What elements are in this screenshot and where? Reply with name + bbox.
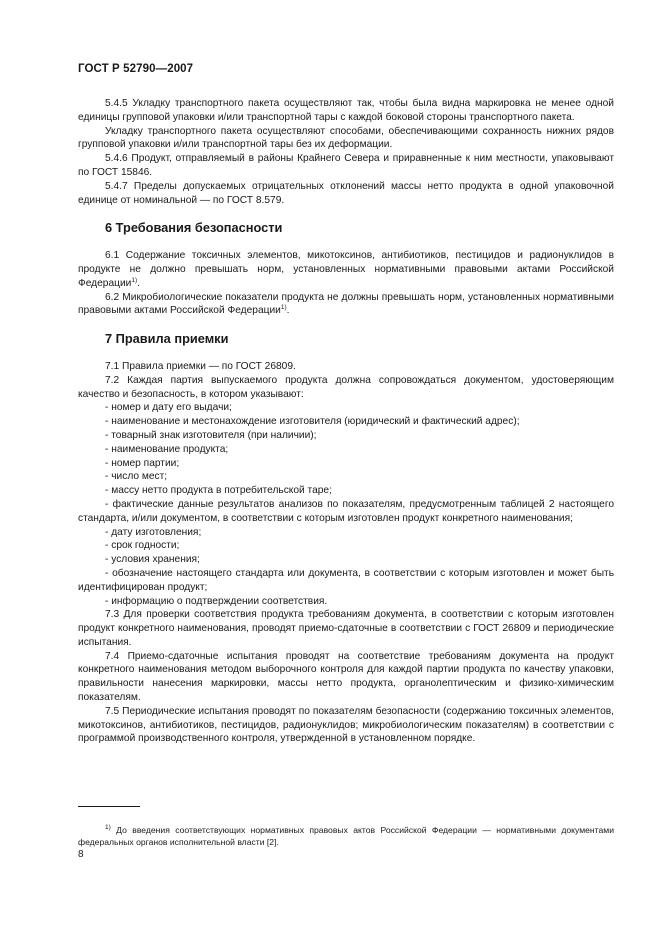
list-item: - число мест; bbox=[105, 471, 168, 483]
list-item: - номер и дату его выдачи; bbox=[105, 402, 232, 414]
paragraph-6-1-text: 6.1 Содержание токсичных элементов, микотоксинов, антибиотиков, пестицидов и радионуклидов в продукте не должно превышать норм, установленных нормативными правовыми актами Российской Федерации bbox=[78, 250, 614, 289]
document-body bbox=[78, 97, 614, 746]
paragraph-5-4-5: 5.4.5 Укладку транспортного пакета осуществляют так, чтобы была видна маркировка не менее одной единицы групповой упаковки и/или транспортной тары с каждой боковой стороны транспортного пакета. bbox=[78, 98, 614, 123]
standard-title: ГОСТ Р 52790—2007 bbox=[78, 63, 194, 75]
paragraph-5-4-6: 5.4.6 Продукт, отправляемый в районы Крайнего Севера и приравненные к ним местности, упаковывают по ГОСТ 15846. bbox=[78, 153, 614, 178]
paragraph-7-5: 7.5 Периодические испытания проводят по показателям безопасности (содержанию токсичных элементов, микотоксинов, антибиотиков, пестицидов, радионуклидов; микробиологическим показателям) в соответствии с программой производственного контроля, утвержденной в установленном порядке. bbox=[78, 705, 614, 745]
footnote-mark: 1) bbox=[105, 823, 111, 831]
footnote-text: До введения соответствующих нормативных правовых актов Российской Федерации — нормативными документами федеральных органов исполнительной власти [2]. bbox=[78, 824, 615, 848]
footnote-divider bbox=[78, 806, 140, 807]
page-number: 8 bbox=[78, 849, 84, 860]
paragraph-7-4: 7.4 Приемо-сдаточные испытания проводят на соответствие требованиям документа на продукт конкретного наименования методом выборочного контроля для каждой партии продукта по качеству упаковки, правильности нанесения маркировки, массы нетто продукта, органолептическим и физико-химическим показателям. bbox=[78, 650, 614, 704]
paragraph-7-3: 7.3 Для проверки соответствия продукта требованиям документа, в соответствии с которым изготовлен продукт конкретного наименования, проводят приемо-сдаточные в соответствии с ГОСТ 26809 и периодические испытания. bbox=[78, 609, 614, 648]
section-7-heading: 7 Правила приемки bbox=[105, 331, 229, 347]
footnote bbox=[78, 824, 614, 849]
period: . bbox=[286, 305, 290, 317]
list-item: - срок годности; bbox=[105, 540, 180, 552]
paragraph-6-2-text: 6.2 Микробиологические показатели продукта не должны превышать норм, установленных нормативными правовыми актами Российской Федерации bbox=[78, 291, 614, 317]
list-item: - обозначение настоящего стандарта или документа, в соответствии с которым изготовлен и может быть идентифицирован продукт; bbox=[78, 567, 614, 593]
paragraph-5-4-5-cont: Укладку транспортного пакета осуществляют способами, обеспечивающими сохранность нижних рядов групповой упаковки и/или транспортной тары без их деформации. bbox=[78, 125, 614, 151]
period: . bbox=[137, 277, 140, 289]
list-item: - наименование и местонахождение изготовителя (юридический и фактический адрес); bbox=[105, 416, 520, 428]
list-item: - информацию о подтверждении соответствия. bbox=[105, 595, 328, 607]
list-item: - дату изготовления; bbox=[105, 526, 202, 538]
paragraph-7-2: 7.2 Каждая партия выпускаемого продукта должна сопровождаться документом, удостоверяющим качество и безопасность, в котором указывают: bbox=[78, 374, 614, 400]
section-6-heading: 6 Требования безопасности bbox=[105, 220, 283, 236]
footnote-ref: 1) bbox=[131, 276, 138, 284]
paragraph-5-4-7: 5.4.7 Пределы допускаемых отрицательных отклонений массы нетто продукта в одной упаковочной единице от номинальной — по ГОСТ 8.579. bbox=[78, 180, 614, 206]
list-item: - фактические данные результатов анализов по показателям, предусмотренным таблицей 2 настоящего стандарта, и/или документом, в соответствии с которым изготовлен продукт конкретного наименования; bbox=[78, 498, 614, 524]
footnote-ref: 1) bbox=[280, 304, 287, 312]
list-item: - условия хранения; bbox=[105, 554, 200, 566]
paragraph-6-2 bbox=[78, 291, 614, 319]
list-item: - номер партии; bbox=[105, 457, 180, 469]
paragraph-6-1 bbox=[78, 249, 614, 290]
list-item: - наименование продукта; bbox=[105, 443, 229, 455]
list-item: - товарный знак изготовителя (при наличии); bbox=[105, 429, 317, 441]
list-item: - массу нетто продукта в потребительской таре; bbox=[105, 485, 332, 497]
paragraph-7-1: 7.1 Правила приемки — по ГОСТ 26809. bbox=[105, 360, 296, 372]
